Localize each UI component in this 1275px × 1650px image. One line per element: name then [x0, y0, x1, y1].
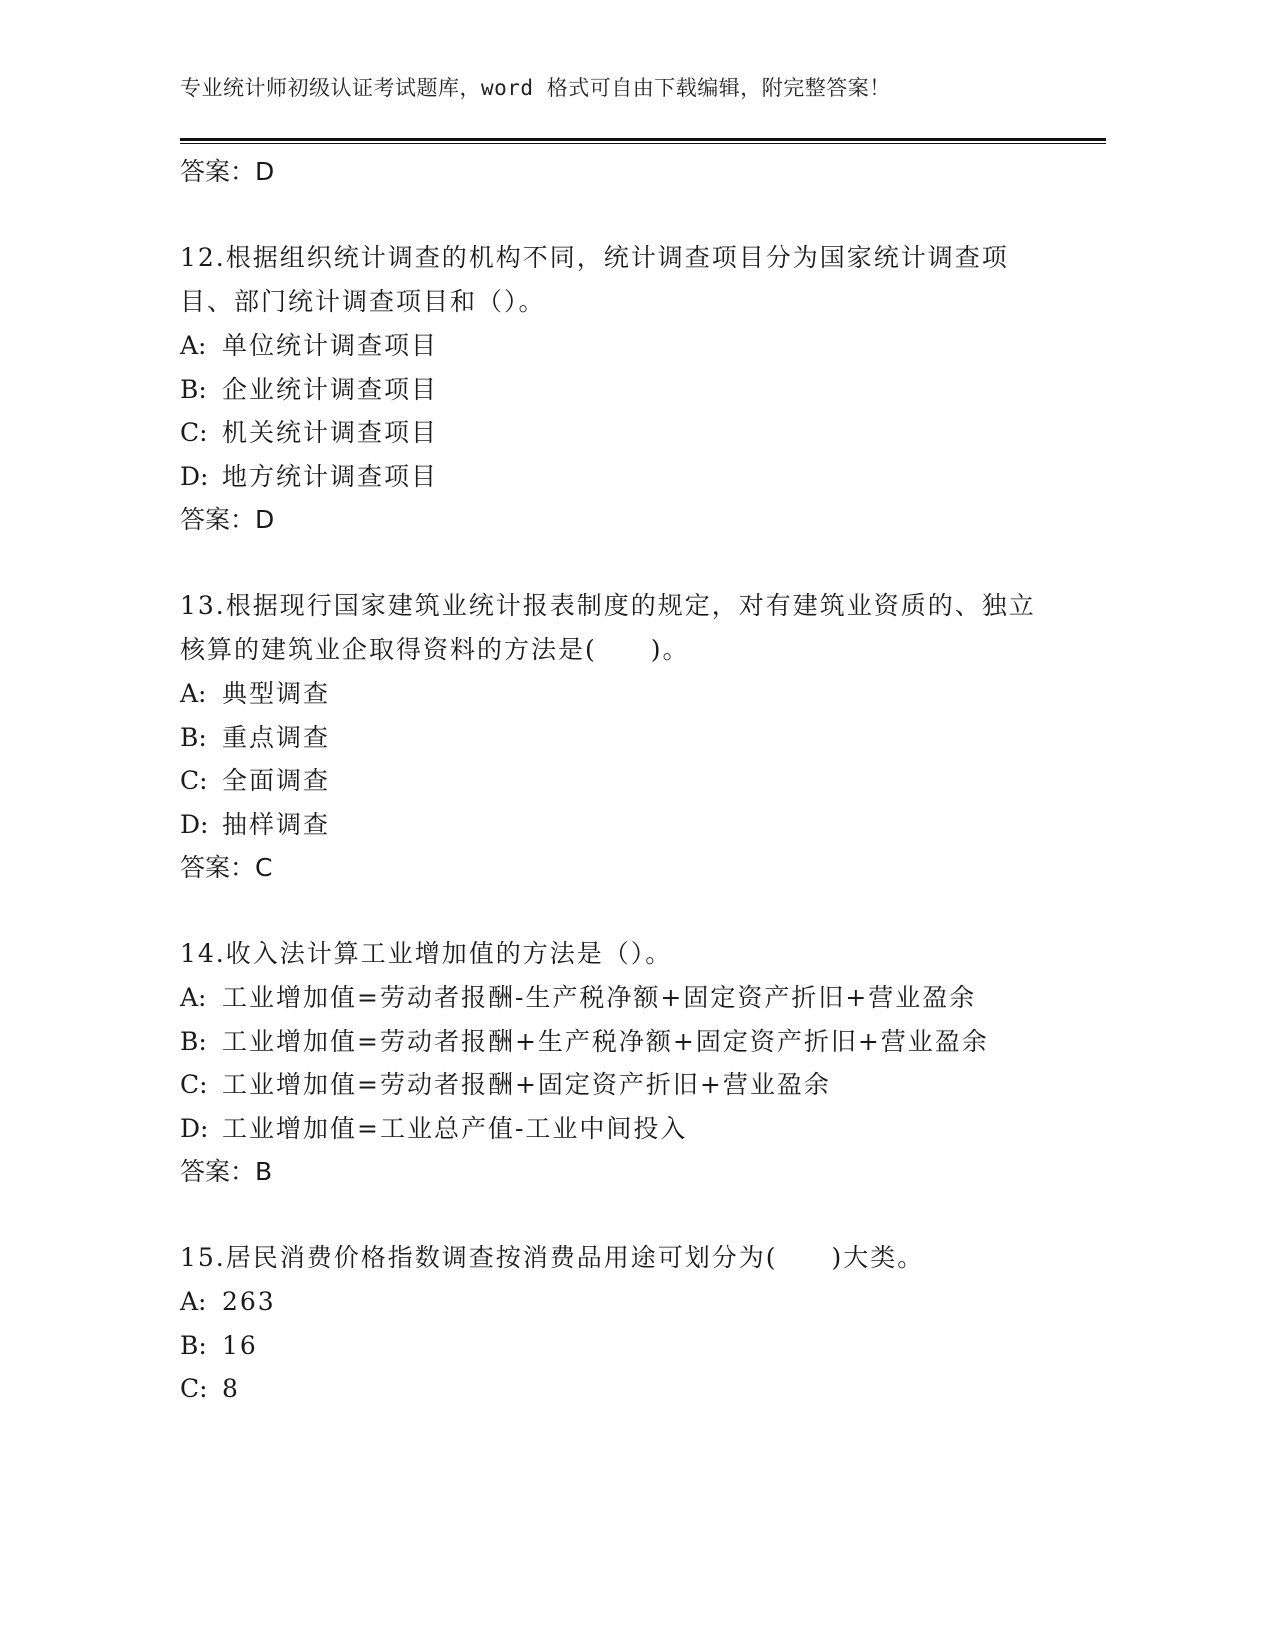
- option-d: [180, 803, 1106, 847]
- option-key: A:: [180, 331, 207, 360]
- option-key: D:: [180, 809, 209, 839]
- previous-answer: 答案：D: [180, 157, 275, 186]
- option-text: 工业增加值=劳动者报酬+固定资产折旧+营业盈余: [222, 1070, 831, 1099]
- option-c: [180, 759, 1106, 803]
- option-text: 全面调查: [222, 766, 331, 795]
- option-c: [180, 1367, 1106, 1411]
- answer: 答案：C: [180, 853, 273, 882]
- option-text: 典型调查: [222, 679, 331, 708]
- option-text: 重点调查: [222, 722, 331, 752]
- question-13: [180, 584, 1106, 890]
- option-text: 工业增加值=劳动者报酬-生产税净额+固定资产折旧+营业盈余: [222, 983, 977, 1012]
- option-key: C:: [180, 1374, 208, 1403]
- spacer: [180, 1194, 1106, 1236]
- question-text: 13.根据现行国家建筑业统计报表制度的规定，对有建筑业资质的、独立核算的建筑业企取得资料的方法是( )。: [180, 591, 1036, 664]
- option-d: [180, 455, 1106, 499]
- header-rule-thick: [180, 138, 1106, 141]
- option-text: 地方统计调查项目: [222, 461, 439, 491]
- option-text: 16: [222, 1330, 258, 1360]
- question-text: 12.根据组织统计调查的机构不同，统计调查项目分为国家统计调查项目、部门统计调查项目和（）。: [180, 243, 1009, 316]
- question-12: [180, 236, 1106, 542]
- option-key: A:: [180, 1287, 207, 1316]
- option-text: 单位统计调查项目: [222, 331, 439, 360]
- spacer: [180, 890, 1106, 932]
- option-key: D:: [180, 461, 209, 491]
- option-text: 工业增加值=劳动者报酬+生产税净额+固定资产折旧+营业盈余: [222, 1026, 989, 1056]
- option-c: [180, 411, 1106, 455]
- option-key: B:: [180, 374, 207, 404]
- option-text: 263: [222, 1287, 276, 1316]
- option-text: 企业统计调查项目: [222, 374, 439, 404]
- option-text: 工业增加值=工业总产值-工业中间投入: [222, 1113, 688, 1143]
- option-key: B:: [180, 1330, 207, 1360]
- option-text: 机关统计调查项目: [222, 418, 439, 447]
- option-text: 8: [222, 1374, 240, 1403]
- option-b: [180, 368, 1106, 412]
- question-text: 15.居民消费价格指数调查按消费品用途可划分为( )大类。: [180, 1243, 925, 1272]
- option-key: A:: [180, 983, 207, 1012]
- option-key: D:: [180, 1113, 209, 1143]
- spacer: [180, 542, 1106, 584]
- question-text: 14.收入法计算工业增加值的方法是（）。: [180, 939, 673, 968]
- option-key: C:: [180, 418, 208, 447]
- option-a: [180, 672, 1106, 716]
- question-15: [180, 1236, 1106, 1411]
- option-b: [180, 1020, 1106, 1064]
- page-header: 专业统计师初级认证考试题库，word 格式可自由下载编辑，附完整答案！: [180, 76, 891, 100]
- spacer: [180, 194, 1106, 236]
- option-key: A:: [180, 679, 207, 708]
- option-d: [180, 1107, 1106, 1151]
- option-key: C:: [180, 766, 208, 795]
- option-b: [180, 1324, 1106, 1368]
- option-b: [180, 716, 1106, 760]
- answer: 答案：D: [180, 505, 275, 534]
- option-a: [180, 976, 1106, 1020]
- option-key: B:: [180, 1026, 207, 1056]
- option-c: [180, 1063, 1106, 1107]
- question-content: [180, 150, 1106, 1411]
- question-14: [180, 932, 1106, 1194]
- option-a: [180, 1280, 1106, 1324]
- option-key: B:: [180, 722, 207, 752]
- option-key: C:: [180, 1070, 208, 1099]
- answer: 答案：B: [180, 1157, 273, 1186]
- option-a: [180, 324, 1106, 368]
- option-text: 抽样调查: [222, 809, 331, 839]
- header-rule-thin: [180, 143, 1106, 144]
